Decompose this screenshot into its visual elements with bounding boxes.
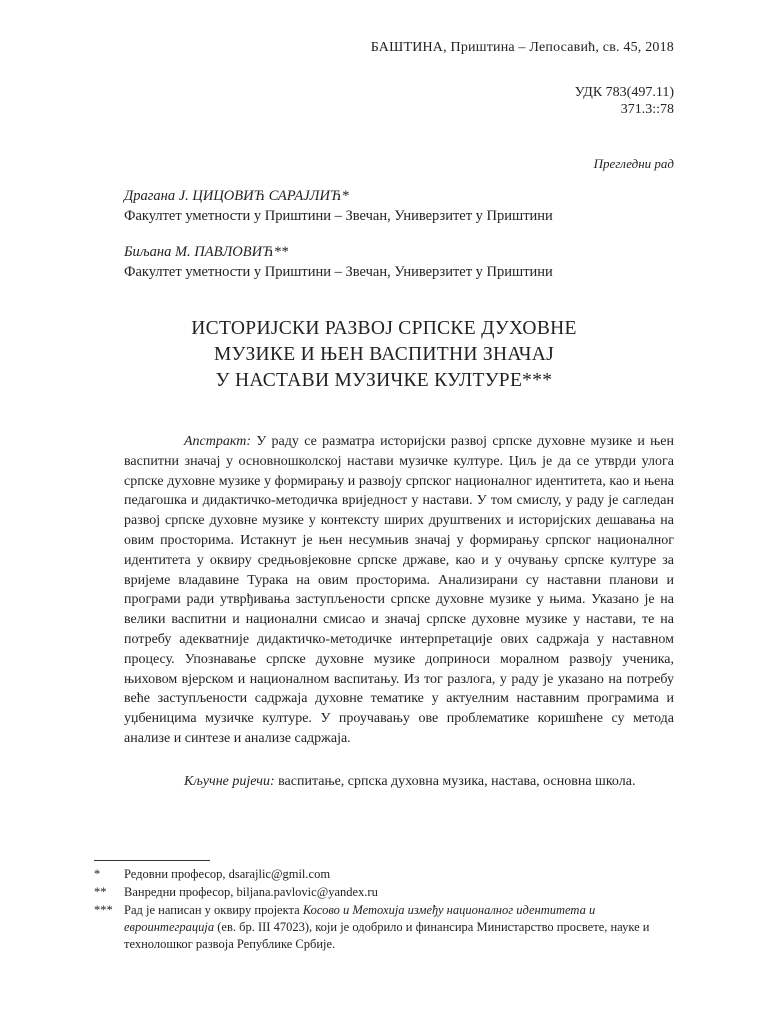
paper-title [94, 316, 674, 394]
title-line-1: ИСТОРИЈСКИ РАЗВОЈ СРПСКЕ ДУХОВНЕ [191, 318, 577, 339]
footnote-mark-1: * [94, 867, 101, 881]
author-block-1 [124, 186, 553, 226]
keywords-label: Кључне ријечи: [184, 774, 275, 789]
paper-type: Прегледни рад [593, 156, 674, 171]
udk-line-2: 371.3::78 [620, 102, 674, 117]
footnote-3 [94, 902, 674, 953]
author-affiliation-1: Факултет уметности у Приштини – Звечан, Универзитет у Приштини [124, 208, 553, 224]
footnote-mark-3: *** [94, 903, 113, 917]
keywords-text: васпитање, српска духовна музика, настава, основна школа. [274, 774, 636, 789]
title-line-2: МУЗИКЕ И ЊЕН ВАСПИТНИ ЗНАЧАЈ [213, 344, 555, 365]
keywords [124, 772, 674, 791]
title-line-3: У НАСТАВИ МУЗИЧКЕ КУЛТУРЕ*** [215, 370, 553, 391]
footnote-text-2: Ванредни професор, biljana.pavlovic@yandex.ru [124, 885, 378, 899]
footnote-text-3-before: Рад је написан у оквиру пројекта [124, 903, 303, 917]
abstract-text: У раду се разматра историјски развој српске духовне музике и њен васпитни значај у основношколској настави музичке културе. Циљ је да се утврди улога српске духовне музике у формирању и развоју српског националног идентитета, као и њена педагошка и дидактичко-методичка вриједност у настави. У том смислу, у раду је сагледан развој српске духовне музике у контексту ширих друштвених и историјских дешавања на овим просторима. Истакнут је њен несумњив значај у формирању српског националног идентитета у оквиру средњовјековне српске државе, као и у очувању српске културе за вријеме владавине Турака на овим просторима. Анализирани су наставни планови и програми ради утврђивања заступљености српске духовне музике у њима. Указано је на велики васпитни и национални смисао и значај српске духовне музике у настави, те на потребу адекватније дидактичко-методичке интерпретације ових садржаја у наставном процесу. Упознавање српске духовне музике доприноси моралном развоју ученика, њиховом вјерском и националном васпитању. Из тог разлога, у раду је указано на потребу веће заступљености садржаја духовне тематике у актуелним наставним програмима и уџбеницима музичке културе. У проучавању ове проблематике коришћене су метода анализе и синтезе и анализе садржаја. [124, 434, 674, 746]
footnote-project-title: Косово и Метохија између националног идентитета и евроинтеграција [124, 903, 596, 934]
author-block-2 [124, 242, 553, 282]
journal-header: БАШТИНА, Приштина – Лепосавић, св. 45, 2018 [370, 40, 674, 55]
author-affiliation-2: Факултет уметности у Приштини – Звечан, Универзитет у Приштини [124, 264, 553, 280]
footnote-divider [94, 860, 210, 861]
footnote-1 [94, 866, 674, 883]
author-name-2: Биљана М. ПАВЛОВИЋ** [124, 244, 289, 260]
footnote-text-1: Редовни професор, dsarajlic@gmil.com [124, 867, 331, 881]
abstract [124, 432, 674, 749]
footnotes [94, 866, 674, 954]
footnote-2 [94, 884, 674, 901]
udk-classification [575, 84, 674, 118]
author-name-1: Драгана Ј. ЦИЦОВИЋ САРАЈЛИЋ* [124, 188, 349, 204]
udk-line-1: УДК 783(497.11) [574, 85, 674, 100]
footnote-mark-2: ** [94, 885, 107, 899]
footnote-text-3-after: (ев. бр. III 47023), који је одобрило и финансира Министарство просвете, науке и технолошког развоја Републике Србије. [124, 920, 650, 951]
abstract-label: Апстракт: [184, 434, 252, 449]
